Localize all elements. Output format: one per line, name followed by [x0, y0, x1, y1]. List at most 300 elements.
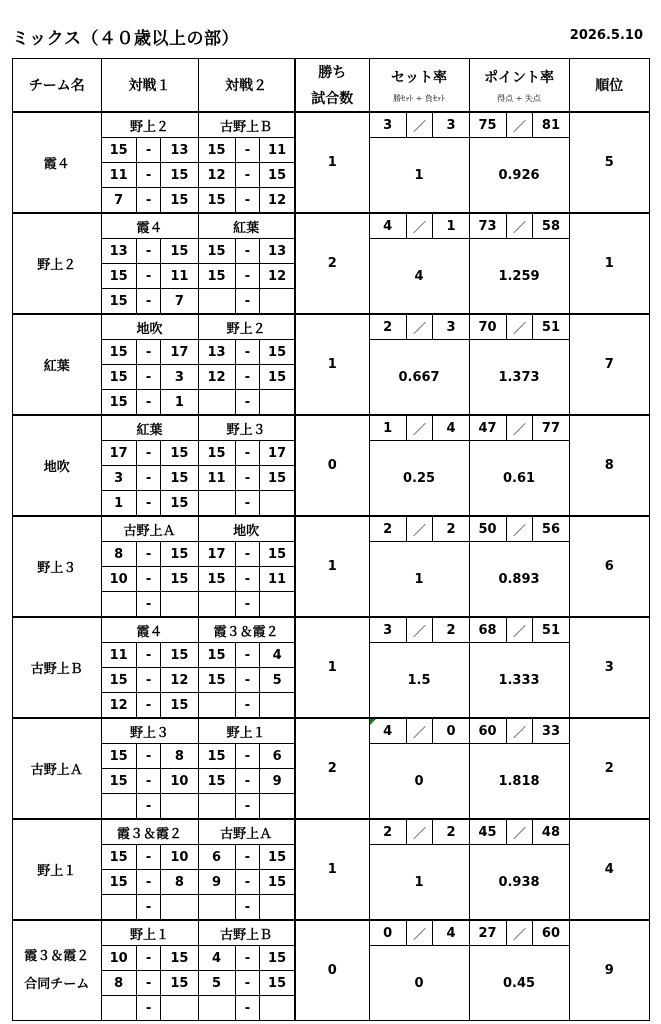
match1-score-own: 15 [101, 870, 136, 895]
point-slash: ／ [506, 617, 533, 643]
match2-dash: - [235, 239, 260, 264]
match2-score-opp [260, 794, 295, 820]
match1-dash: - [136, 895, 161, 921]
match1-score-own [101, 996, 136, 1021]
wins-count: 2 [295, 213, 369, 314]
team-name: 野上１ [37, 864, 77, 879]
team-name: 野上３ [37, 561, 77, 576]
match2-dash: - [235, 895, 260, 921]
set-rate-value: 1 [369, 138, 469, 214]
match2-score-opp: 15 [260, 466, 295, 491]
match2-score-own [198, 693, 235, 719]
match2-dash: - [235, 794, 260, 820]
match2-score-own: 15 [198, 138, 235, 163]
match2-dash: - [235, 466, 260, 491]
date-label: 2026.5.10 [569, 28, 643, 43]
match1-score-opp: 15 [161, 491, 198, 517]
points-won: 70 [469, 314, 506, 340]
team-name-cell [13, 819, 102, 920]
match2-score-opp: 6 [260, 744, 295, 769]
points-lost: 60 [533, 920, 569, 946]
opponent-2: 野上２ [198, 314, 295, 340]
header-match2: 対戦２ [198, 59, 295, 113]
set-rate-value: 1.5 [369, 643, 469, 719]
team-name-cell [13, 516, 102, 617]
match1-score-opp: 12 [161, 668, 198, 693]
match1-score-opp: 10 [161, 769, 198, 794]
match2-score-opp: 15 [260, 365, 295, 390]
sets-lost: 2 [433, 819, 469, 845]
team-block-row [13, 112, 650, 138]
sets-lost: 0 [433, 718, 469, 744]
set-rate-value: 0 [369, 946, 469, 1021]
wins-count: 1 [295, 617, 369, 718]
match1-score-own: 3 [101, 466, 136, 491]
match1-score-own: 11 [101, 163, 136, 188]
match2-score-own: 4 [198, 946, 235, 971]
opponent-1: 野上２ [101, 112, 198, 138]
opponent-2: 紅葉 [198, 213, 295, 239]
set-slash: ／ [406, 718, 433, 744]
match2-dash: - [235, 542, 260, 567]
team-name-cell [13, 314, 102, 415]
header-row [13, 59, 650, 113]
wins-count: 1 [295, 112, 369, 213]
team-name-cell [13, 718, 102, 819]
match1-score-opp [161, 895, 198, 921]
set-rate-value: 0.667 [369, 340, 469, 416]
match1-dash: - [136, 466, 161, 491]
set-slash: ／ [406, 617, 433, 643]
match1-dash: - [136, 996, 161, 1021]
points-won: 50 [469, 516, 506, 542]
match1-dash: - [136, 188, 161, 214]
points-won: 68 [469, 617, 506, 643]
sets-lost: 1 [433, 213, 469, 239]
match1-dash: - [136, 390, 161, 416]
header-team: チーム名 [13, 59, 102, 113]
points-won: 47 [469, 415, 506, 441]
match2-score-opp: 11 [260, 138, 295, 163]
match1-score-own: 15 [101, 390, 136, 416]
header-point-rate [469, 59, 569, 113]
team-name-cell [13, 617, 102, 718]
results-table [12, 58, 650, 1021]
match1-score-own: 15 [101, 668, 136, 693]
match2-score-own: 15 [198, 239, 235, 264]
match1-score-own: 15 [101, 138, 136, 163]
sets-lost: 2 [433, 516, 469, 542]
match1-score-opp: 10 [161, 845, 198, 870]
match2-score-own [198, 390, 235, 416]
points-won: 75 [469, 112, 506, 138]
match2-score-opp: 15 [260, 340, 295, 365]
match1-dash: - [136, 845, 161, 870]
match1-score-own [101, 895, 136, 921]
team-name-cell [13, 112, 102, 213]
match2-dash: - [235, 390, 260, 416]
match2-score-own: 13 [198, 340, 235, 365]
match1-dash: - [136, 668, 161, 693]
match2-score-own: 9 [198, 870, 235, 895]
match1-score-opp: 7 [161, 289, 198, 315]
points-lost: 81 [533, 112, 569, 138]
match1-dash: - [136, 946, 161, 971]
set-rate-value: 4 [369, 239, 469, 315]
team-block-row [13, 819, 650, 845]
team-block-row [13, 213, 650, 239]
match2-score-own [198, 794, 235, 820]
match2-score-own: 12 [198, 365, 235, 390]
match2-score-opp [260, 491, 295, 517]
match1-score-own: 1 [101, 491, 136, 517]
header-set-rate-sub: 勝ｾｯﾄ ÷ 負ｾｯﾄ [393, 93, 445, 103]
match2-dash: - [235, 163, 260, 188]
match1-score-own: 15 [101, 264, 136, 289]
opponent-2: 野上３ [198, 415, 295, 441]
points-won: 27 [469, 920, 506, 946]
match1-dash: - [136, 340, 161, 365]
sets-lost: 4 [433, 920, 469, 946]
match2-dash: - [235, 996, 260, 1021]
match2-score-opp [260, 592, 295, 618]
header-wins-line2: 試合数 [311, 91, 354, 107]
match1-score-opp: 3 [161, 365, 198, 390]
sets-won: 2 [369, 314, 406, 340]
wins-count: 1 [295, 819, 369, 920]
sets-won: 0 [369, 920, 406, 946]
match2-score-own: 15 [198, 441, 235, 466]
match2-dash: - [235, 264, 260, 289]
match2-score-own [198, 996, 235, 1021]
match1-dash: - [136, 693, 161, 719]
match2-dash: - [235, 845, 260, 870]
point-slash: ／ [506, 920, 533, 946]
match2-dash: - [235, 365, 260, 390]
points-lost: 77 [533, 415, 569, 441]
point-slash: ／ [506, 213, 533, 239]
match1-score-opp: 15 [161, 466, 198, 491]
header-point-rate-label: ポイント率 [484, 69, 554, 86]
match1-dash: - [136, 592, 161, 618]
set-rate-value: 1 [369, 845, 469, 921]
match1-score-own: 15 [101, 289, 136, 315]
match1-dash: - [136, 643, 161, 668]
match1-score-opp: 8 [161, 870, 198, 895]
match2-dash: - [235, 769, 260, 794]
match2-score-own [198, 491, 235, 517]
match1-score-opp: 15 [161, 567, 198, 592]
match2-score-own: 17 [198, 542, 235, 567]
sets-lost: 4 [433, 415, 469, 441]
team-block-row [13, 920, 650, 946]
point-rate-value: 0.45 [469, 946, 569, 1021]
match1-score-opp [161, 794, 198, 820]
set-slash: ／ [406, 213, 433, 239]
header-wins [295, 59, 369, 113]
match1-score-opp: 17 [161, 340, 198, 365]
match2-score-opp: 12 [260, 188, 295, 214]
wins-count: 0 [295, 415, 369, 516]
match2-score-opp: 15 [260, 870, 295, 895]
opponent-1: 霞３＆霞２ [101, 819, 198, 845]
header-set-rate [369, 59, 469, 113]
team-block-row [13, 516, 650, 542]
match1-score-own: 13 [101, 239, 136, 264]
points-lost: 51 [533, 314, 569, 340]
point-slash: ／ [506, 718, 533, 744]
sets-won: 2 [369, 819, 406, 845]
rank-value: 9 [569, 920, 650, 1021]
point-rate-value: 0.893 [469, 542, 569, 618]
match1-score-opp: 15 [161, 163, 198, 188]
team-name: 古野上Ａ [30, 763, 83, 778]
match1-dash: - [136, 567, 161, 592]
match2-score-opp [260, 996, 295, 1021]
match1-dash: - [136, 870, 161, 895]
opponent-2: 古野上Ａ [198, 819, 295, 845]
sets-lost: 3 [433, 314, 469, 340]
match2-score-own: 15 [198, 643, 235, 668]
match1-score-own: 8 [101, 971, 136, 996]
match1-score-own: 15 [101, 365, 136, 390]
set-slash: ／ [406, 314, 433, 340]
match2-score-opp: 15 [260, 163, 295, 188]
opponent-1: 紅葉 [101, 415, 198, 441]
cell-comment-marker [370, 719, 376, 725]
opponent-1: 古野上Ａ [101, 516, 198, 542]
match2-score-own: 5 [198, 971, 235, 996]
opponent-2: 野上１ [198, 718, 295, 744]
match2-dash: - [235, 592, 260, 618]
opponent-1: 野上３ [101, 718, 198, 744]
team-name-cell [13, 213, 102, 314]
match2-score-own: 11 [198, 466, 235, 491]
match2-score-own: 15 [198, 264, 235, 289]
match1-dash: - [136, 138, 161, 163]
match2-score-own: 15 [198, 567, 235, 592]
match2-dash: - [235, 441, 260, 466]
rank-value: 7 [569, 314, 650, 415]
header-rank: 順位 [569, 59, 650, 113]
match1-score-opp: 15 [161, 643, 198, 668]
team-name: 古野上Ｂ [30, 662, 83, 677]
opponent-1: 地吹 [101, 314, 198, 340]
match2-dash: - [235, 188, 260, 214]
match2-score-opp [260, 289, 295, 315]
match1-dash: - [136, 163, 161, 188]
team-block-row [13, 314, 650, 340]
match2-dash: - [235, 668, 260, 693]
match1-dash: - [136, 542, 161, 567]
rank-value: 1 [569, 213, 650, 314]
sets-won: 2 [369, 516, 406, 542]
team-name: 紅葉 [43, 359, 70, 374]
match1-score-opp: 15 [161, 971, 198, 996]
match1-score-opp: 15 [161, 239, 198, 264]
rank-value: 3 [569, 617, 650, 718]
team-block-row [13, 718, 650, 744]
match2-dash: - [235, 491, 260, 517]
set-slash: ／ [406, 415, 433, 441]
match1-dash: - [136, 794, 161, 820]
point-slash: ／ [506, 314, 533, 340]
sets-won: 4 [369, 213, 406, 239]
match2-score-opp: 13 [260, 239, 295, 264]
match2-score-own: 15 [198, 744, 235, 769]
points-lost: 48 [533, 819, 569, 845]
match2-dash: - [235, 870, 260, 895]
points-lost: 33 [533, 718, 569, 744]
match2-score-own [198, 592, 235, 618]
match2-score-opp [260, 693, 295, 719]
match2-score-opp: 12 [260, 264, 295, 289]
match1-score-own: 7 [101, 188, 136, 214]
match1-dash: - [136, 264, 161, 289]
point-rate-value: 1.259 [469, 239, 569, 315]
match2-dash: - [235, 567, 260, 592]
team-block-row [13, 617, 650, 643]
rank-value: 2 [569, 718, 650, 819]
opponent-1: 霞４ [101, 213, 198, 239]
header-point-rate-sub: 得点 ÷ 失点 [497, 93, 541, 103]
wins-count: 2 [295, 718, 369, 819]
match1-score-opp: 15 [161, 441, 198, 466]
match2-score-opp [260, 895, 295, 921]
opponent-2: 古野上Ｂ [198, 112, 295, 138]
match2-score-own [198, 289, 235, 315]
header-match1: 対戦１ [101, 59, 198, 113]
sets-lost: 2 [433, 617, 469, 643]
match1-dash: - [136, 289, 161, 315]
points-won: 73 [469, 213, 506, 239]
match2-score-opp: 9 [260, 769, 295, 794]
wins-count: 1 [295, 516, 369, 617]
match2-dash: - [235, 289, 260, 315]
match1-score-own: 17 [101, 441, 136, 466]
match2-score-opp [260, 390, 295, 416]
team-name-line2: 合同チーム [24, 976, 90, 992]
rank-value: 8 [569, 415, 650, 516]
set-slash: ／ [406, 920, 433, 946]
opponent-1: 野上１ [101, 920, 198, 946]
match1-score-own: 10 [101, 946, 136, 971]
sets-lost: 3 [433, 112, 469, 138]
rank-value: 6 [569, 516, 650, 617]
set-slash: ／ [406, 516, 433, 542]
opponent-1: 霞４ [101, 617, 198, 643]
match1-score-opp: 15 [161, 946, 198, 971]
match1-score-opp: 11 [161, 264, 198, 289]
match1-score-opp [161, 592, 198, 618]
match1-dash: - [136, 971, 161, 996]
match2-score-own: 15 [198, 769, 235, 794]
team-name-cell [13, 920, 102, 1021]
points-lost: 56 [533, 516, 569, 542]
match1-score-own: 8 [101, 542, 136, 567]
match2-score-own: 6 [198, 845, 235, 870]
match1-score-opp [161, 996, 198, 1021]
match1-dash: - [136, 744, 161, 769]
team-block-row [13, 415, 650, 441]
match1-score-opp: 15 [161, 188, 198, 214]
sets-won: 3 [369, 617, 406, 643]
point-slash: ／ [506, 415, 533, 441]
match1-score-own: 10 [101, 567, 136, 592]
match2-score-own: 15 [198, 668, 235, 693]
rank-value: 4 [569, 819, 650, 920]
match2-dash: - [235, 340, 260, 365]
match2-score-opp: 4 [260, 643, 295, 668]
match1-dash: - [136, 491, 161, 517]
set-rate-value: 0 [369, 744, 469, 820]
team-name-cell [13, 415, 102, 516]
team-name: 野上２ [37, 258, 77, 273]
match2-dash: - [235, 643, 260, 668]
header-wins-line1: 勝ち [318, 65, 347, 81]
match1-score-opp: 15 [161, 693, 198, 719]
point-rate-value: 1.818 [469, 744, 569, 820]
point-rate-value: 0.926 [469, 138, 569, 214]
match1-dash: - [136, 365, 161, 390]
match1-score-own: 15 [101, 845, 136, 870]
match1-score-own: 12 [101, 693, 136, 719]
match2-dash: - [235, 971, 260, 996]
rank-value: 5 [569, 112, 650, 213]
wins-count: 1 [295, 314, 369, 415]
match1-score-own: 11 [101, 643, 136, 668]
sets-won: 3 [369, 112, 406, 138]
match1-score-own: 15 [101, 340, 136, 365]
point-rate-value: 1.373 [469, 340, 569, 416]
match2-dash: - [235, 693, 260, 719]
sets-won: 1 [369, 415, 406, 441]
match1-score-own: 15 [101, 744, 136, 769]
match1-score-opp: 1 [161, 390, 198, 416]
header-set-rate-label: セット率 [391, 69, 448, 86]
point-rate-value: 0.61 [469, 441, 569, 517]
match2-score-opp: 17 [260, 441, 295, 466]
match2-dash: - [235, 138, 260, 163]
match1-score-opp: 13 [161, 138, 198, 163]
match2-score-opp: 15 [260, 971, 295, 996]
set-rate-value: 1 [369, 542, 469, 618]
opponent-2: 霞３＆霞２ [198, 617, 295, 643]
team-name: 霞４ [43, 157, 70, 172]
match1-score-own: 15 [101, 769, 136, 794]
wins-count: 0 [295, 920, 369, 1021]
match2-score-own: 15 [198, 188, 235, 214]
match2-score-own [198, 895, 235, 921]
point-slash: ／ [506, 112, 533, 138]
team-name: 地吹 [43, 460, 70, 475]
match1-dash: - [136, 769, 161, 794]
set-rate-value: 0.25 [369, 441, 469, 517]
match2-score-opp: 5 [260, 668, 295, 693]
opponent-2: 古野上Ｂ [198, 920, 295, 946]
match2-score-opp: 15 [260, 946, 295, 971]
match2-dash: - [235, 744, 260, 769]
set-slash: ／ [406, 819, 433, 845]
match1-dash: - [136, 239, 161, 264]
match2-score-opp: 15 [260, 542, 295, 567]
match2-score-opp: 15 [260, 845, 295, 870]
page-title: ミックス（４０歳以上の部） [12, 29, 239, 49]
points-lost: 51 [533, 617, 569, 643]
match2-score-opp: 11 [260, 567, 295, 592]
team-name: 霞３＆霞２ [24, 948, 90, 964]
set-slash: ／ [406, 112, 433, 138]
